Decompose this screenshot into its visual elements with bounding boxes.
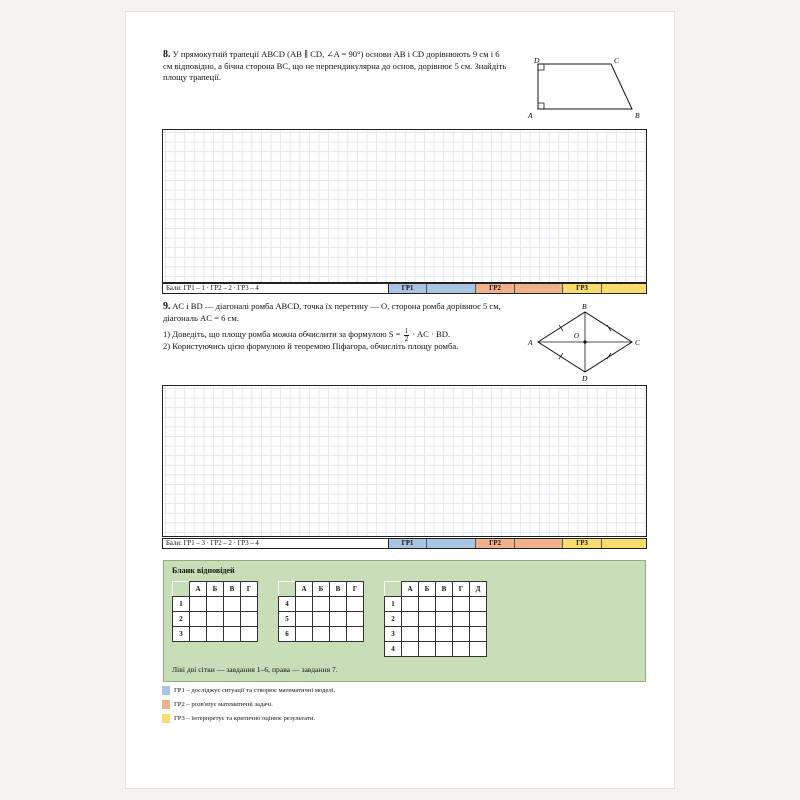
answer-cell[interactable] [241, 597, 258, 612]
answer-cell[interactable] [296, 612, 313, 627]
answer-cell[interactable] [296, 627, 313, 642]
grid1-row-number: 3 [173, 627, 190, 642]
task8-number: 8. [163, 49, 171, 60]
answer-cell[interactable] [470, 612, 487, 627]
trapezoid-label-c: C [614, 56, 620, 65]
answer-cell[interactable] [436, 642, 453, 657]
grid3-row-number: 3 [385, 627, 402, 642]
task9-score-gr3-value[interactable] [602, 539, 646, 548]
grid2-row-number: 6 [279, 627, 296, 642]
task9-text [163, 301, 533, 353]
grid1-corner [173, 582, 190, 597]
grid2-header: В [330, 582, 347, 597]
rhombus-figure [520, 300, 650, 384]
answer-cell[interactable] [470, 627, 487, 642]
grid3-row-number: 4 [385, 642, 402, 657]
answer-cell[interactable] [436, 612, 453, 627]
task8-answer-grid[interactable] [162, 129, 647, 283]
task9-answer-grid[interactable] [162, 385, 647, 537]
grid3-header: А [402, 582, 419, 597]
grid2-row-number: 5 [279, 612, 296, 627]
task8-line2: см відповідно, а бічна сторона BC, що не перпендикулярна до основ, дорівнює 5 см. Знайдіть [163, 60, 507, 71]
answer-cell[interactable] [330, 627, 347, 642]
answer-cell[interactable] [436, 597, 453, 612]
answer-cell[interactable] [470, 642, 487, 657]
grid1-header: А [190, 582, 207, 597]
task9-score-bar [162, 538, 647, 549]
grid2-header: Г [347, 582, 364, 597]
task8-score-gr1-value[interactable] [427, 284, 476, 293]
legend-gr1 [162, 686, 335, 695]
grid2-corner [279, 582, 296, 597]
grid1-header: Г [241, 582, 258, 597]
task9-score-gr2-value[interactable] [515, 539, 563, 548]
task8-text [163, 49, 523, 84]
answer-cell[interactable] [241, 612, 258, 627]
trapezoid-label-a: A [528, 111, 533, 120]
trapezoid-label-b: B [635, 111, 640, 120]
legend-gr3 [162, 714, 315, 723]
grid3-header: Г [453, 582, 470, 597]
answer-cell[interactable] [402, 597, 419, 612]
task9-score-gr1[interactable]: ГР1 [389, 539, 427, 548]
answer-cell[interactable] [207, 612, 224, 627]
answer-sheet-note: Ліві дві сітки — завдання 1–6, права — завдання 7. [172, 665, 338, 674]
task8-score-bar [162, 283, 647, 294]
answer-cell[interactable] [419, 612, 436, 627]
grid2-header: А [296, 582, 313, 597]
legend-gr2-text: ГР2 – розв'язує математичні задачі. [174, 701, 273, 708]
grid3-header: В [436, 582, 453, 597]
answer-cell[interactable] [190, 627, 207, 642]
trapezoid-figure [519, 52, 649, 124]
answer-cell[interactable] [453, 612, 470, 627]
answer-cell[interactable] [330, 612, 347, 627]
answer-grid-3 [384, 581, 487, 657]
answer-cell[interactable] [224, 612, 241, 627]
answer-cell[interactable] [419, 642, 436, 657]
answer-grid-1 [172, 581, 258, 642]
grid1-row-number: 1 [173, 597, 190, 612]
answer-cell[interactable] [347, 597, 364, 612]
task8-score-label: Бали: ГР1 – 1 · ГР2 – 2 · ГР3 – 4 [163, 284, 389, 293]
task8-line3: площу трапеції. [163, 72, 222, 82]
task9-line4: 2) Користуючись цією формулою й теоремою Піфагора, обчисліть площу ромба. [163, 341, 459, 351]
answer-cell[interactable] [296, 597, 313, 612]
answer-cell[interactable] [224, 627, 241, 642]
legend-gr2 [162, 700, 273, 709]
answer-cell[interactable] [453, 597, 470, 612]
answer-cell[interactable] [436, 627, 453, 642]
task9-score-label: Бали: ГР1 – 3 · ГР2 – 2 · ГР3 – 4 [163, 539, 389, 548]
grid2-header: Б [313, 582, 330, 597]
answer-cell[interactable] [224, 597, 241, 612]
answer-cell[interactable] [330, 597, 347, 612]
answer-cell[interactable] [207, 627, 224, 642]
task8-score-gr2-value[interactable] [515, 284, 563, 293]
task8-line1: У прямокутній трапеції ABCD (AB ∥ CD, ∠A = 90°) основи AB і CD дорівнюють 9 см і 6 [172, 49, 500, 59]
answer-cell[interactable] [402, 642, 419, 657]
task9-score-gr1-value[interactable] [427, 539, 476, 548]
legend-gr2-swatch [162, 700, 170, 709]
task9-line2: діагональ AC = 6 см. [163, 312, 239, 323]
answer-cell[interactable] [402, 627, 419, 642]
grid1-header: Б [207, 582, 224, 597]
rhombus-label-a: A [528, 338, 533, 347]
task8-score-gr3[interactable]: ГР3 [563, 284, 602, 293]
fraction-denominator: 2 [404, 334, 409, 343]
fraction-numerator: 1 [404, 326, 409, 335]
worksheet-page [126, 12, 674, 788]
answer-cell[interactable] [453, 642, 470, 657]
rhombus-label-d: D [582, 374, 588, 383]
grid3-corner [385, 582, 402, 597]
rhombus-label-b: B [582, 302, 587, 311]
answer-cell[interactable] [190, 597, 207, 612]
grid3-row-number: 2 [385, 612, 402, 627]
grid3-header: Д [470, 582, 487, 597]
answer-cell[interactable] [347, 627, 364, 642]
grid3-row-number: 1 [385, 597, 402, 612]
legend-gr3-text: ГР3 – інтерпретує та критично оцінює результати. [174, 715, 316, 722]
answer-sheet [163, 560, 646, 682]
answer-cell[interactable] [313, 597, 330, 612]
answer-cell[interactable] [419, 627, 436, 642]
legend-gr3-swatch [162, 714, 170, 723]
answer-cell[interactable] [453, 627, 470, 642]
grid1-row-number: 2 [173, 612, 190, 627]
answer-cell[interactable] [313, 612, 330, 627]
task8-score-gr3-value[interactable] [602, 284, 646, 293]
grid3-header: Б [419, 582, 436, 597]
answer-cell[interactable] [313, 627, 330, 642]
task9-score-gr2[interactable]: ГР2 [476, 539, 515, 548]
answer-cell[interactable] [402, 612, 419, 627]
legend-gr1-swatch [162, 686, 170, 695]
answer-sheet-title: Бланк відповідей [172, 566, 235, 575]
task9-line1: AC і BD — діагоналі ромба ABCD, точка їх перетину — O, сторона ромба дорівнює 5 см, [172, 301, 501, 311]
rhombus-label-o: O [574, 332, 580, 340]
answer-cell[interactable] [241, 627, 258, 642]
trapezoid-label-d: D [534, 56, 540, 65]
answer-grid-2 [278, 581, 364, 642]
answer-cell[interactable] [347, 612, 364, 627]
grid1-header: В [224, 582, 241, 597]
answer-cell[interactable] [470, 597, 487, 612]
task9-line3-start: 1) Доведіть, що площу ромба можна обчислити за формулою S = [163, 329, 403, 339]
grid2-row-number: 4 [279, 597, 296, 612]
task8-score-gr1[interactable]: ГР1 [389, 284, 427, 293]
task8-score-gr2[interactable]: ГР2 [476, 284, 515, 293]
answer-cell[interactable] [190, 612, 207, 627]
answer-cell[interactable] [207, 597, 224, 612]
answer-cell[interactable] [419, 597, 436, 612]
task9-line3-end: · AC · BD. [410, 329, 451, 339]
rhombus-label-c: C [635, 338, 641, 347]
task9-number: 9. [163, 301, 171, 312]
task9-score-gr3[interactable]: ГР3 [563, 539, 602, 548]
legend-gr1-text: ГР1 – досліджує ситуації та створює математичні моделі. [174, 687, 336, 694]
